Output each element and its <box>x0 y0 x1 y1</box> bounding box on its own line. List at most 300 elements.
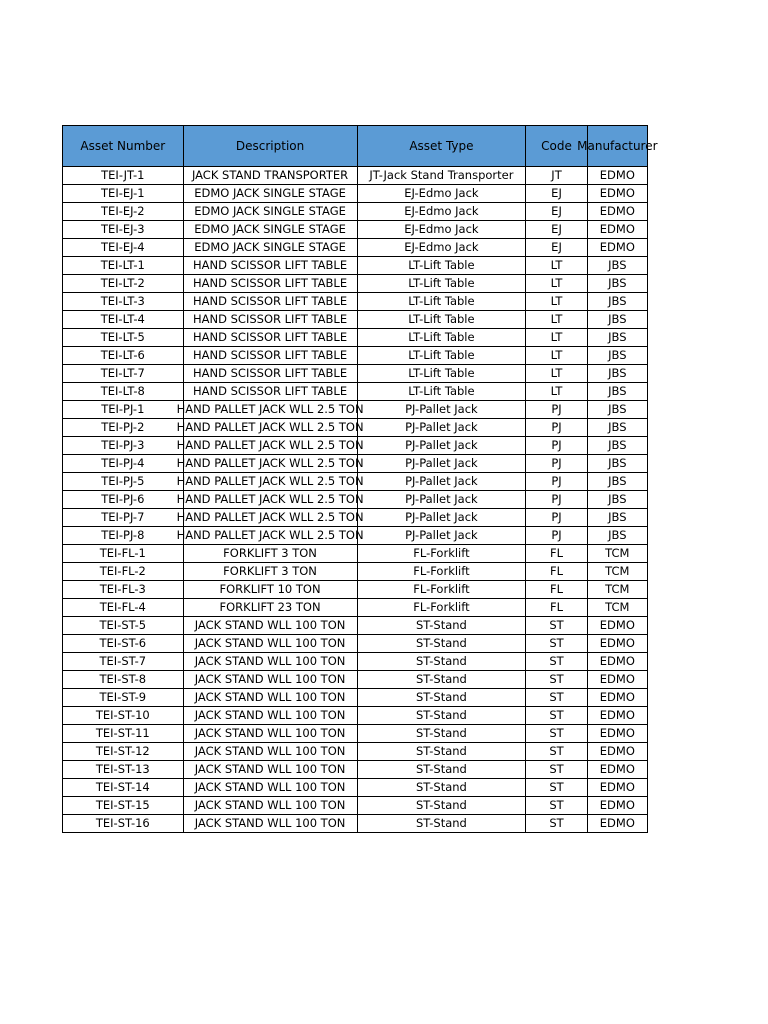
cell-text: JBS <box>608 258 627 272</box>
cell-description[interactable] <box>183 707 357 725</box>
table-row <box>63 473 648 491</box>
cell-text: JBS <box>608 510 627 524</box>
cell-code[interactable] <box>526 671 587 689</box>
cell-asset-type[interactable] <box>357 653 526 671</box>
cell-asset-type[interactable] <box>357 545 526 563</box>
cell-code[interactable] <box>526 293 587 311</box>
cell-manufacturer[interactable] <box>587 689 647 707</box>
cell-code[interactable] <box>526 239 587 257</box>
cell-description[interactable] <box>183 599 357 617</box>
cell-asset-number[interactable] <box>63 509 184 527</box>
cell-asset-number[interactable] <box>63 347 184 365</box>
cell-asset-type[interactable] <box>357 761 526 779</box>
cell-manufacturer[interactable] <box>587 419 647 437</box>
cell-text: JACK STAND WLL 100 TON <box>194 762 346 776</box>
cell-asset-type[interactable] <box>357 239 526 257</box>
table-row <box>63 671 648 689</box>
cell-text: JBS <box>608 528 627 542</box>
cell-code[interactable] <box>526 725 587 743</box>
cell-asset-type[interactable] <box>357 725 526 743</box>
cell-text: HAND PALLET JACK WLL 2.5 TON <box>176 402 364 416</box>
cell-manufacturer[interactable] <box>587 635 647 653</box>
cell-description[interactable] <box>176 455 364 473</box>
cell-text: JACK STAND WLL 100 TON <box>194 780 346 794</box>
cell-asset-number[interactable] <box>63 599 184 617</box>
cell-asset-type[interactable] <box>357 581 526 599</box>
cell-asset-number[interactable] <box>63 185 184 203</box>
cell-text: EJ-Edmo Jack <box>404 222 479 236</box>
cell-text: TCM <box>605 600 630 614</box>
table-row <box>63 293 648 311</box>
cell-text: LT <box>550 276 563 290</box>
cell-text: FL-Forklift <box>413 600 470 614</box>
cell-code[interactable] <box>526 563 587 581</box>
cell-manufacturer[interactable] <box>587 491 647 509</box>
cell-asset-type[interactable] <box>357 419 526 437</box>
cell-asset-type[interactable] <box>357 617 526 635</box>
cell-code[interactable] <box>526 707 587 725</box>
cell-asset-number[interactable] <box>63 671 184 689</box>
cell-asset-number[interactable] <box>63 365 184 383</box>
cell-manufacturer[interactable] <box>587 743 647 761</box>
cell-description[interactable] <box>176 473 364 491</box>
cell-description[interactable] <box>183 761 357 779</box>
cell-manufacturer[interactable] <box>587 563 647 581</box>
table-row <box>63 239 648 257</box>
cell-asset-type[interactable] <box>357 743 526 761</box>
cell-code[interactable] <box>526 275 587 293</box>
cell-asset-number[interactable] <box>63 527 184 545</box>
cell-manufacturer[interactable] <box>587 167 647 185</box>
cell-text: EDMO <box>599 168 635 182</box>
cell-text: LT-Lift Table <box>408 276 475 290</box>
cell-text: TEI-ST-11 <box>95 726 150 740</box>
cell-code[interactable] <box>526 815 587 833</box>
cell-manufacturer[interactable] <box>587 527 647 545</box>
cell-text: FORKLIFT 3 TON <box>223 546 317 560</box>
cell-text: PJ-Pallet Jack <box>405 492 478 506</box>
table-row <box>63 167 648 185</box>
cell-manufacturer[interactable] <box>587 473 647 491</box>
cell-code[interactable] <box>526 419 587 437</box>
cell-asset-type[interactable] <box>357 203 526 221</box>
cell-description[interactable] <box>183 365 357 383</box>
table-row <box>63 653 648 671</box>
cell-text: ST-Stand <box>415 780 467 794</box>
cell-text: TEI-ST-5 <box>99 618 147 632</box>
cell-asset-number[interactable] <box>63 221 184 239</box>
cell-description[interactable] <box>183 635 357 653</box>
cell-manufacturer[interactable] <box>587 293 647 311</box>
cell-code[interactable] <box>526 761 587 779</box>
cell-asset-type[interactable] <box>357 779 526 797</box>
cell-asset-number[interactable] <box>63 383 184 401</box>
cell-asset-type[interactable] <box>357 275 526 293</box>
cell-text: TEI-ST-12 <box>95 744 150 758</box>
cell-asset-type[interactable] <box>357 815 526 833</box>
cell-asset-type[interactable] <box>357 437 526 455</box>
cell-manufacturer[interactable] <box>587 401 647 419</box>
cell-asset-type[interactable] <box>357 167 526 185</box>
cell-description[interactable] <box>183 311 357 329</box>
cell-asset-type[interactable] <box>357 329 526 347</box>
cell-asset-number[interactable] <box>63 797 184 815</box>
cell-asset-type[interactable] <box>357 563 526 581</box>
cell-asset-number[interactable] <box>63 275 184 293</box>
cell-manufacturer[interactable] <box>587 599 647 617</box>
cell-code[interactable] <box>526 653 587 671</box>
cell-text: EDMO <box>599 708 635 722</box>
header-asset-number[interactable] <box>63 126 184 167</box>
cell-asset-number[interactable] <box>63 617 184 635</box>
cell-text: JACK STAND WLL 100 TON <box>194 690 346 704</box>
cell-text: EDMO JACK SINGLE STAGE <box>194 204 346 218</box>
cell-asset-type[interactable] <box>357 527 526 545</box>
cell-asset-number[interactable] <box>63 293 184 311</box>
cell-text: TEI-FL-4 <box>99 600 146 614</box>
cell-asset-type[interactable] <box>357 797 526 815</box>
cell-code[interactable] <box>526 797 587 815</box>
header-asset-type[interactable] <box>357 126 526 167</box>
cell-text: HAND PALLET JACK WLL 2.5 TON <box>176 492 364 506</box>
cell-code[interactable] <box>526 383 587 401</box>
cell-text: FL-Forklift <box>413 564 470 578</box>
cell-text: TEI-FL-3 <box>99 582 146 596</box>
cell-manufacturer[interactable] <box>587 671 647 689</box>
cell-description[interactable] <box>183 257 357 275</box>
cell-text: HAND SCISSOR LIFT TABLE <box>193 258 348 272</box>
cell-asset-number[interactable] <box>63 635 184 653</box>
cell-manufacturer[interactable] <box>587 779 647 797</box>
cell-description[interactable] <box>183 743 357 761</box>
cell-code[interactable] <box>526 779 587 797</box>
cell-manufacturer[interactable] <box>587 203 647 221</box>
cell-text: EDMO <box>599 240 635 254</box>
cell-asset-type[interactable] <box>357 365 526 383</box>
table-row <box>63 329 648 347</box>
cell-code[interactable] <box>526 599 587 617</box>
cell-text: JBS <box>608 294 627 308</box>
cell-text: FL-Forklift <box>413 546 470 560</box>
table-row <box>63 419 648 437</box>
cell-description[interactable] <box>176 401 364 419</box>
cell-description[interactable] <box>183 329 357 347</box>
cell-description[interactable] <box>183 815 357 833</box>
cell-manufacturer[interactable] <box>587 365 647 383</box>
cell-code[interactable] <box>526 491 587 509</box>
cell-asset-number[interactable] <box>63 581 184 599</box>
cell-asset-number[interactable] <box>63 311 184 329</box>
cell-description[interactable] <box>183 275 357 293</box>
cell-text: HAND SCISSOR LIFT TABLE <box>193 294 348 308</box>
cell-text: PJ-Pallet Jack <box>405 420 478 434</box>
cell-manufacturer[interactable] <box>587 239 647 257</box>
cell-text: HAND PALLET JACK WLL 2.5 TON <box>176 420 364 434</box>
cell-asset-type[interactable] <box>357 185 526 203</box>
cell-text: EDMO <box>599 762 635 776</box>
cell-text: EDMO <box>599 726 635 740</box>
cell-asset-type[interactable] <box>357 293 526 311</box>
cell-description[interactable] <box>176 527 364 545</box>
cell-text: TEI-EJ-2 <box>101 204 145 218</box>
cell-text: JBS <box>608 276 627 290</box>
cell-text: ST-Stand <box>415 672 467 686</box>
table-row <box>63 581 648 599</box>
cell-asset-number[interactable] <box>63 689 184 707</box>
cell-asset-number[interactable] <box>63 815 184 833</box>
cell-manufacturer[interactable] <box>587 617 647 635</box>
cell-asset-number[interactable] <box>63 707 184 725</box>
cell-text: EDMO <box>599 690 635 704</box>
cell-asset-type[interactable] <box>357 347 526 365</box>
cell-text: LT-Lift Table <box>408 294 475 308</box>
cell-description[interactable] <box>183 167 357 185</box>
cell-text: TEI-JT-1 <box>101 168 145 182</box>
cell-text: JBS <box>608 330 627 344</box>
cell-text: TEI-ST-14 <box>95 780 150 794</box>
cell-asset-type[interactable] <box>357 473 526 491</box>
cell-asset-type[interactable] <box>357 383 526 401</box>
header-asset-number-label: Asset Number <box>80 139 166 153</box>
cell-description[interactable] <box>183 581 357 599</box>
cell-description[interactable] <box>183 671 357 689</box>
cell-asset-type[interactable] <box>357 689 526 707</box>
header-manufacturer[interactable] <box>577 126 658 167</box>
cell-asset-type[interactable] <box>357 599 526 617</box>
cell-description[interactable] <box>183 725 357 743</box>
cell-asset-type[interactable] <box>357 311 526 329</box>
cell-text: JBS <box>608 348 627 362</box>
table-row <box>63 221 648 239</box>
cell-text: TEI-PJ-6 <box>101 492 145 506</box>
cell-text: FL <box>550 546 564 560</box>
cell-text: TEI-ST-9 <box>99 690 147 704</box>
cell-manufacturer[interactable] <box>587 221 647 239</box>
cell-code[interactable] <box>526 473 587 491</box>
cell-asset-number[interactable] <box>63 563 184 581</box>
cell-text: LT-Lift Table <box>408 312 475 326</box>
cell-code[interactable] <box>526 509 587 527</box>
cell-text: TEI-LT-6 <box>100 348 145 362</box>
cell-text: EDMO JACK SINGLE STAGE <box>194 222 346 236</box>
cell-manufacturer[interactable] <box>587 653 647 671</box>
cell-manufacturer[interactable] <box>587 761 647 779</box>
cell-code[interactable] <box>526 329 587 347</box>
cell-code[interactable] <box>526 401 587 419</box>
cell-asset-number[interactable] <box>63 455 184 473</box>
cell-code[interactable] <box>526 527 587 545</box>
cell-asset-type[interactable] <box>357 671 526 689</box>
cell-description[interactable] <box>183 653 357 671</box>
cell-asset-type[interactable] <box>357 491 526 509</box>
cell-code[interactable] <box>526 743 587 761</box>
cell-text: FL <box>550 564 564 578</box>
cell-asset-number[interactable] <box>63 545 184 563</box>
cell-description[interactable] <box>183 797 357 815</box>
cell-description[interactable] <box>183 185 357 203</box>
cell-manufacturer[interactable] <box>587 257 647 275</box>
cell-manufacturer[interactable] <box>587 383 647 401</box>
cell-asset-number[interactable] <box>63 725 184 743</box>
cell-text: LT-Lift Table <box>408 348 475 362</box>
cell-manufacturer[interactable] <box>587 725 647 743</box>
table-row <box>63 743 648 761</box>
cell-text: JACK STAND WLL 100 TON <box>194 726 346 740</box>
cell-description[interactable] <box>176 509 364 527</box>
table-row <box>63 311 648 329</box>
cell-text: ST <box>549 672 564 686</box>
cell-asset-number[interactable] <box>63 257 184 275</box>
cell-text: FORKLIFT 10 TON <box>219 582 321 596</box>
cell-asset-number[interactable] <box>63 653 184 671</box>
cell-code[interactable] <box>526 257 587 275</box>
cell-code[interactable] <box>526 689 587 707</box>
cell-text: JACK STAND WLL 100 TON <box>194 654 346 668</box>
cell-text: ST-Stand <box>415 618 467 632</box>
cell-text: TEI-ST-8 <box>99 672 147 686</box>
cell-code[interactable] <box>526 617 587 635</box>
cell-text: HAND SCISSOR LIFT TABLE <box>193 312 348 326</box>
cell-text: HAND PALLET JACK WLL 2.5 TON <box>176 510 364 524</box>
cell-asset-number[interactable] <box>63 419 184 437</box>
cell-text: PJ <box>551 402 562 416</box>
cell-text: JACK STAND TRANSPORTER <box>191 168 349 182</box>
cell-code[interactable] <box>526 365 587 383</box>
cell-text: LT-Lift Table <box>408 384 475 398</box>
cell-description[interactable] <box>176 437 364 455</box>
cell-text: EJ <box>551 186 562 200</box>
cell-description[interactable] <box>183 689 357 707</box>
cell-manufacturer[interactable] <box>587 185 647 203</box>
cell-code[interactable] <box>526 185 587 203</box>
cell-description[interactable] <box>183 221 357 239</box>
table-row <box>63 437 648 455</box>
cell-code[interactable] <box>526 455 587 473</box>
cell-text: TEI-PJ-3 <box>101 438 145 452</box>
cell-manufacturer[interactable] <box>587 815 647 833</box>
cell-text: LT <box>550 348 563 362</box>
cell-asset-type[interactable] <box>357 707 526 725</box>
cell-manufacturer[interactable] <box>587 455 647 473</box>
table-row <box>63 383 648 401</box>
cell-manufacturer[interactable] <box>587 707 647 725</box>
cell-text: JACK STAND WLL 100 TON <box>194 618 346 632</box>
cell-text: EJ <box>551 222 562 236</box>
cell-description[interactable] <box>183 203 357 221</box>
cell-asset-number[interactable] <box>63 239 184 257</box>
cell-description[interactable] <box>183 293 357 311</box>
cell-description[interactable] <box>183 239 357 257</box>
cell-code[interactable] <box>526 635 587 653</box>
cell-code[interactable] <box>526 545 587 563</box>
cell-text: JBS <box>608 492 627 506</box>
cell-code[interactable] <box>526 203 587 221</box>
cell-text: JBS <box>608 438 627 452</box>
header-code-label: Code <box>541 139 572 153</box>
cell-asset-type[interactable] <box>357 401 526 419</box>
cell-asset-type[interactable] <box>357 635 526 653</box>
cell-description[interactable] <box>183 347 357 365</box>
table-row <box>63 527 648 545</box>
cell-asset-number[interactable] <box>63 779 184 797</box>
cell-text: PJ-Pallet Jack <box>405 438 478 452</box>
cell-code[interactable] <box>526 347 587 365</box>
cell-description[interactable] <box>183 383 357 401</box>
cell-asset-number[interactable] <box>63 743 184 761</box>
cell-manufacturer[interactable] <box>587 581 647 599</box>
cell-code[interactable] <box>526 581 587 599</box>
cell-text: ST <box>549 708 564 722</box>
cell-asset-type[interactable] <box>357 509 526 527</box>
cell-manufacturer[interactable] <box>587 275 647 293</box>
cell-text: PJ <box>551 438 562 452</box>
cell-manufacturer[interactable] <box>587 329 647 347</box>
cell-text: ST <box>549 726 564 740</box>
cell-description[interactable] <box>176 419 364 437</box>
cell-text: ST <box>549 618 564 632</box>
header-description[interactable] <box>183 126 357 167</box>
cell-code[interactable] <box>526 221 587 239</box>
cell-text: TEI-ST-10 <box>95 708 150 722</box>
cell-text: JBS <box>608 366 627 380</box>
cell-text: JACK STAND WLL 100 TON <box>194 636 346 650</box>
cell-text: TEI-LT-3 <box>100 294 145 308</box>
cell-description[interactable] <box>183 617 357 635</box>
cell-text: LT-Lift Table <box>408 258 475 272</box>
cell-text: EDMO <box>599 672 635 686</box>
cell-asset-type[interactable] <box>357 221 526 239</box>
cell-text: PJ <box>551 420 562 434</box>
cell-asset-number[interactable] <box>63 473 184 491</box>
cell-description[interactable] <box>176 491 364 509</box>
cell-code[interactable] <box>526 437 587 455</box>
cell-asset-number[interactable] <box>63 491 184 509</box>
cell-text: JACK STAND WLL 100 TON <box>194 708 346 722</box>
cell-text: EDMO <box>599 744 635 758</box>
cell-asset-number[interactable] <box>63 167 184 185</box>
table-row <box>63 509 648 527</box>
cell-manufacturer[interactable] <box>587 311 647 329</box>
cell-manufacturer[interactable] <box>587 347 647 365</box>
cell-text: TEI-ST-16 <box>95 816 150 830</box>
cell-manufacturer[interactable] <box>587 437 647 455</box>
cell-text: TEI-FL-2 <box>99 564 146 578</box>
cell-asset-number[interactable] <box>63 761 184 779</box>
cell-asset-number[interactable] <box>63 401 184 419</box>
cell-asset-number[interactable] <box>63 437 184 455</box>
cell-text: ST-Stand <box>415 654 467 668</box>
cell-asset-type[interactable] <box>357 257 526 275</box>
cell-description[interactable] <box>183 545 357 563</box>
cell-asset-number[interactable] <box>63 203 184 221</box>
cell-text: HAND PALLET JACK WLL 2.5 TON <box>176 474 364 488</box>
cell-manufacturer[interactable] <box>587 545 647 563</box>
table-row <box>63 689 648 707</box>
cell-description[interactable] <box>183 779 357 797</box>
cell-text: JACK STAND WLL 100 TON <box>194 816 346 830</box>
table-row <box>63 455 648 473</box>
cell-asset-type[interactable] <box>357 455 526 473</box>
asset-table <box>62 125 658 833</box>
cell-description[interactable] <box>183 563 357 581</box>
cell-manufacturer[interactable] <box>587 509 647 527</box>
cell-asset-number[interactable] <box>63 329 184 347</box>
cell-text: LT <box>550 366 563 380</box>
cell-code[interactable] <box>526 167 587 185</box>
cell-manufacturer[interactable] <box>587 797 647 815</box>
cell-text: LT <box>550 384 563 398</box>
cell-code[interactable] <box>526 311 587 329</box>
